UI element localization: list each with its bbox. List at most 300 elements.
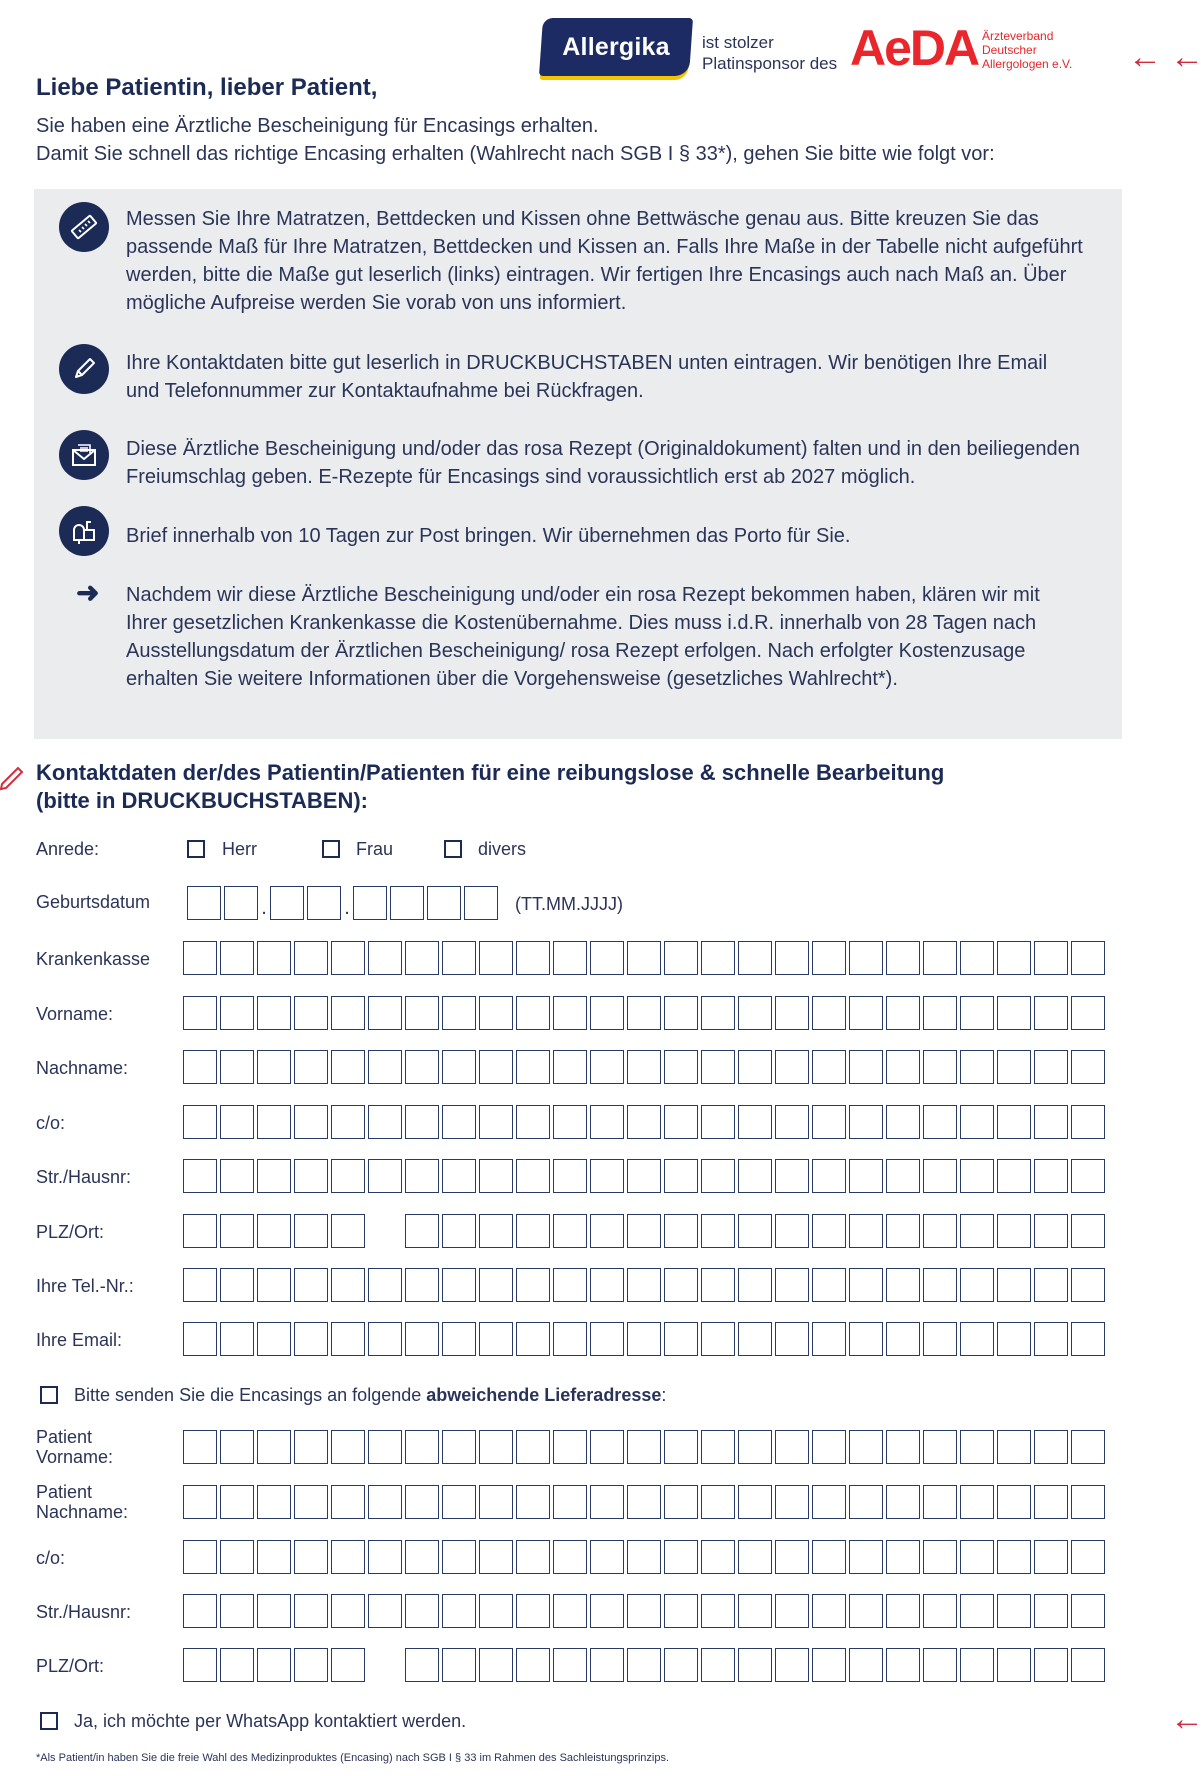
alt-care-of-char-box[interactable] bbox=[627, 1540, 661, 1574]
street-char-box[interactable] bbox=[479, 1159, 513, 1193]
alt-first-name-char-box[interactable] bbox=[331, 1430, 365, 1464]
first-name-char-box[interactable] bbox=[590, 996, 624, 1030]
first-name-char-box[interactable] bbox=[627, 996, 661, 1030]
alt-first-name-char-box[interactable] bbox=[368, 1430, 402, 1464]
alt-last-name-char-box[interactable] bbox=[516, 1485, 550, 1519]
last-name-char-box[interactable] bbox=[368, 1050, 402, 1084]
alt-zip-city-char-box[interactable] bbox=[886, 1648, 920, 1682]
alt-first-name-char-box[interactable] bbox=[1034, 1430, 1068, 1464]
last-name-char-box[interactable] bbox=[627, 1050, 661, 1084]
first-name-char-box[interactable] bbox=[442, 996, 476, 1030]
street-char-box[interactable] bbox=[923, 1159, 957, 1193]
alt-street-char-box[interactable] bbox=[627, 1594, 661, 1628]
email-char-box[interactable] bbox=[812, 1322, 846, 1356]
alt-last-name-char-box[interactable] bbox=[849, 1485, 883, 1519]
alt-street-char-box[interactable] bbox=[368, 1594, 402, 1628]
alt-street-char-box[interactable] bbox=[183, 1594, 217, 1628]
alt-first-name-char-box[interactable] bbox=[849, 1430, 883, 1464]
birthdate-month-2[interactable] bbox=[307, 886, 341, 920]
insurance-char-box[interactable] bbox=[812, 941, 846, 975]
alt-care-of-char-box[interactable] bbox=[664, 1540, 698, 1574]
last-name-char-box[interactable] bbox=[738, 1050, 772, 1084]
care-of-char-box[interactable] bbox=[664, 1105, 698, 1139]
alt-care-of-char-box[interactable] bbox=[738, 1540, 772, 1574]
alt-address-checkbox[interactable] bbox=[40, 1386, 58, 1404]
care-of-char-box[interactable] bbox=[257, 1105, 291, 1139]
alt-first-name-char-box[interactable] bbox=[886, 1430, 920, 1464]
last-name-char-box[interactable] bbox=[812, 1050, 846, 1084]
alt-care-of-char-box[interactable] bbox=[331, 1540, 365, 1574]
alt-zip-city-char-box[interactable] bbox=[923, 1648, 957, 1682]
birthdate-day-1[interactable] bbox=[187, 886, 221, 920]
last-name-char-box[interactable] bbox=[1034, 1050, 1068, 1084]
email-char-box[interactable] bbox=[997, 1322, 1031, 1356]
alt-last-name-char-box[interactable] bbox=[368, 1485, 402, 1519]
first-name-char-box[interactable] bbox=[849, 996, 883, 1030]
phone-char-box[interactable] bbox=[553, 1268, 587, 1302]
email-char-box[interactable] bbox=[442, 1322, 476, 1356]
birthdate-year-4[interactable] bbox=[464, 886, 498, 920]
alt-last-name-char-box[interactable] bbox=[553, 1485, 587, 1519]
zip-city-char-box[interactable] bbox=[183, 1214, 217, 1248]
alt-care-of-char-box[interactable] bbox=[368, 1540, 402, 1574]
care-of-char-box[interactable] bbox=[220, 1105, 254, 1139]
alt-street-char-box[interactable] bbox=[590, 1594, 624, 1628]
zip-city-char-box[interactable] bbox=[1034, 1214, 1068, 1248]
alt-first-name-char-box[interactable] bbox=[775, 1430, 809, 1464]
back-arrow-icon-bottom[interactable]: ← bbox=[1170, 1700, 1204, 1738]
alt-last-name-char-box[interactable] bbox=[886, 1485, 920, 1519]
zip-city-char-box[interactable] bbox=[294, 1214, 328, 1248]
last-name-char-box[interactable] bbox=[516, 1050, 550, 1084]
insurance-char-box[interactable] bbox=[405, 941, 439, 975]
care-of-char-box[interactable] bbox=[331, 1105, 365, 1139]
alt-street-char-box[interactable] bbox=[886, 1594, 920, 1628]
insurance-char-box[interactable] bbox=[886, 941, 920, 975]
alt-first-name-char-box[interactable] bbox=[812, 1430, 846, 1464]
alt-care-of-char-box[interactable] bbox=[701, 1540, 735, 1574]
first-name-char-box[interactable] bbox=[331, 996, 365, 1030]
last-name-char-box[interactable] bbox=[331, 1050, 365, 1084]
last-name-char-box[interactable] bbox=[220, 1050, 254, 1084]
phone-char-box[interactable] bbox=[627, 1268, 661, 1302]
alt-street-char-box[interactable] bbox=[294, 1594, 328, 1628]
email-char-box[interactable] bbox=[627, 1322, 661, 1356]
alt-care-of-char-box[interactable] bbox=[1071, 1540, 1105, 1574]
alt-zip-city-char-box[interactable] bbox=[1071, 1648, 1105, 1682]
first-name-char-box[interactable] bbox=[886, 996, 920, 1030]
alt-street-char-box[interactable] bbox=[553, 1594, 587, 1628]
street-char-box[interactable] bbox=[442, 1159, 476, 1193]
last-name-char-box[interactable] bbox=[442, 1050, 476, 1084]
street-char-box[interactable] bbox=[257, 1159, 291, 1193]
zip-city-char-box[interactable] bbox=[701, 1214, 735, 1248]
alt-last-name-char-box[interactable] bbox=[997, 1485, 1031, 1519]
first-name-char-box[interactable] bbox=[479, 996, 513, 1030]
alt-care-of-char-box[interactable] bbox=[294, 1540, 328, 1574]
care-of-char-box[interactable] bbox=[553, 1105, 587, 1139]
care-of-char-box[interactable] bbox=[849, 1105, 883, 1139]
zip-city-char-box[interactable] bbox=[923, 1214, 957, 1248]
alt-zip-city-char-box[interactable] bbox=[812, 1648, 846, 1682]
care-of-char-box[interactable] bbox=[627, 1105, 661, 1139]
email-char-box[interactable] bbox=[886, 1322, 920, 1356]
phone-char-box[interactable] bbox=[405, 1268, 439, 1302]
alt-last-name-char-box[interactable] bbox=[183, 1485, 217, 1519]
phone-char-box[interactable] bbox=[516, 1268, 550, 1302]
first-name-char-box[interactable] bbox=[1034, 996, 1068, 1030]
phone-char-box[interactable] bbox=[220, 1268, 254, 1302]
insurance-char-box[interactable] bbox=[627, 941, 661, 975]
alt-zip-city-char-box[interactable] bbox=[664, 1648, 698, 1682]
last-name-char-box[interactable] bbox=[886, 1050, 920, 1084]
birthdate-year-2[interactable] bbox=[390, 886, 424, 920]
insurance-char-box[interactable] bbox=[479, 941, 513, 975]
first-name-char-box[interactable] bbox=[738, 996, 772, 1030]
email-char-box[interactable] bbox=[368, 1322, 402, 1356]
alt-care-of-char-box[interactable] bbox=[590, 1540, 624, 1574]
last-name-char-box[interactable] bbox=[1071, 1050, 1105, 1084]
insurance-char-box[interactable] bbox=[1071, 941, 1105, 975]
first-name-char-box[interactable] bbox=[294, 996, 328, 1030]
insurance-char-box[interactable] bbox=[183, 941, 217, 975]
insurance-char-box[interactable] bbox=[738, 941, 772, 975]
phone-char-box[interactable] bbox=[1034, 1268, 1068, 1302]
alt-zip-city-char-box[interactable] bbox=[738, 1648, 772, 1682]
alt-first-name-char-box[interactable] bbox=[442, 1430, 476, 1464]
street-char-box[interactable] bbox=[775, 1159, 809, 1193]
alt-zip-city-char-box[interactable] bbox=[294, 1648, 328, 1682]
alt-last-name-char-box[interactable] bbox=[960, 1485, 994, 1519]
alt-street-char-box[interactable] bbox=[738, 1594, 772, 1628]
alt-first-name-char-box[interactable] bbox=[479, 1430, 513, 1464]
alt-first-name-char-box[interactable] bbox=[997, 1430, 1031, 1464]
first-name-char-box[interactable] bbox=[405, 996, 439, 1030]
zip-city-char-box[interactable] bbox=[812, 1214, 846, 1248]
email-char-box[interactable] bbox=[960, 1322, 994, 1356]
zip-city-char-box[interactable] bbox=[664, 1214, 698, 1248]
alt-last-name-char-box[interactable] bbox=[664, 1485, 698, 1519]
last-name-char-box[interactable] bbox=[257, 1050, 291, 1084]
insurance-char-box[interactable] bbox=[1034, 941, 1068, 975]
street-char-box[interactable] bbox=[368, 1159, 402, 1193]
email-char-box[interactable] bbox=[1034, 1322, 1068, 1356]
phone-char-box[interactable] bbox=[664, 1268, 698, 1302]
phone-char-box[interactable] bbox=[960, 1268, 994, 1302]
last-name-char-box[interactable] bbox=[405, 1050, 439, 1084]
phone-char-box[interactable] bbox=[183, 1268, 217, 1302]
insurance-char-box[interactable] bbox=[257, 941, 291, 975]
alt-care-of-char-box[interactable] bbox=[553, 1540, 587, 1574]
alt-zip-city-char-box[interactable] bbox=[442, 1648, 476, 1682]
last-name-char-box[interactable] bbox=[701, 1050, 735, 1084]
email-char-box[interactable] bbox=[738, 1322, 772, 1356]
care-of-char-box[interactable] bbox=[368, 1105, 402, 1139]
first-name-char-box[interactable] bbox=[220, 996, 254, 1030]
street-char-box[interactable] bbox=[738, 1159, 772, 1193]
insurance-char-box[interactable] bbox=[997, 941, 1031, 975]
alt-first-name-char-box[interactable] bbox=[701, 1430, 735, 1464]
zip-city-char-box[interactable] bbox=[627, 1214, 661, 1248]
email-char-box[interactable] bbox=[1071, 1322, 1105, 1356]
zip-city-char-box[interactable] bbox=[553, 1214, 587, 1248]
alt-first-name-char-box[interactable] bbox=[183, 1430, 217, 1464]
alt-last-name-char-box[interactable] bbox=[738, 1485, 772, 1519]
last-name-char-box[interactable] bbox=[183, 1050, 217, 1084]
insurance-char-box[interactable] bbox=[553, 941, 587, 975]
phone-char-box[interactable] bbox=[738, 1268, 772, 1302]
zip-city-char-box[interactable] bbox=[442, 1214, 476, 1248]
alt-first-name-char-box[interactable] bbox=[1071, 1430, 1105, 1464]
alt-care-of-char-box[interactable] bbox=[997, 1540, 1031, 1574]
alt-street-char-box[interactable] bbox=[516, 1594, 550, 1628]
alt-care-of-char-box[interactable] bbox=[442, 1540, 476, 1574]
phone-char-box[interactable] bbox=[849, 1268, 883, 1302]
street-char-box[interactable] bbox=[664, 1159, 698, 1193]
street-char-box[interactable] bbox=[849, 1159, 883, 1193]
alt-street-char-box[interactable] bbox=[1034, 1594, 1068, 1628]
alt-street-char-box[interactable] bbox=[960, 1594, 994, 1628]
alt-zip-city-char-box[interactable] bbox=[220, 1648, 254, 1682]
alt-first-name-char-box[interactable] bbox=[590, 1430, 624, 1464]
care-of-char-box[interactable] bbox=[738, 1105, 772, 1139]
alt-street-char-box[interactable] bbox=[331, 1594, 365, 1628]
first-name-char-box[interactable] bbox=[368, 996, 402, 1030]
insurance-char-box[interactable] bbox=[849, 941, 883, 975]
street-char-box[interactable] bbox=[516, 1159, 550, 1193]
alt-street-char-box[interactable] bbox=[664, 1594, 698, 1628]
insurance-char-box[interactable] bbox=[664, 941, 698, 975]
alt-zip-city-char-box[interactable] bbox=[479, 1648, 513, 1682]
care-of-char-box[interactable] bbox=[701, 1105, 735, 1139]
email-char-box[interactable] bbox=[701, 1322, 735, 1356]
street-char-box[interactable] bbox=[1034, 1159, 1068, 1193]
alt-last-name-char-box[interactable] bbox=[812, 1485, 846, 1519]
alt-last-name-char-box[interactable] bbox=[331, 1485, 365, 1519]
care-of-char-box[interactable] bbox=[516, 1105, 550, 1139]
care-of-char-box[interactable] bbox=[405, 1105, 439, 1139]
zip-city-char-box[interactable] bbox=[886, 1214, 920, 1248]
care-of-char-box[interactable] bbox=[997, 1105, 1031, 1139]
alt-zip-city-char-box[interactable] bbox=[590, 1648, 624, 1682]
alt-first-name-char-box[interactable] bbox=[294, 1430, 328, 1464]
alt-care-of-char-box[interactable] bbox=[405, 1540, 439, 1574]
insurance-char-box[interactable] bbox=[442, 941, 476, 975]
alt-first-name-char-box[interactable] bbox=[405, 1430, 439, 1464]
zip-city-char-box[interactable] bbox=[1071, 1214, 1105, 1248]
zip-city-char-box[interactable] bbox=[257, 1214, 291, 1248]
last-name-char-box[interactable] bbox=[775, 1050, 809, 1084]
last-name-char-box[interactable] bbox=[590, 1050, 624, 1084]
alt-street-char-box[interactable] bbox=[849, 1594, 883, 1628]
alt-care-of-char-box[interactable] bbox=[849, 1540, 883, 1574]
zip-city-char-box[interactable] bbox=[479, 1214, 513, 1248]
alt-last-name-char-box[interactable] bbox=[1034, 1485, 1068, 1519]
alt-street-char-box[interactable] bbox=[997, 1594, 1031, 1628]
zip-city-char-box[interactable] bbox=[738, 1214, 772, 1248]
phone-char-box[interactable] bbox=[294, 1268, 328, 1302]
alt-zip-city-char-box[interactable] bbox=[516, 1648, 550, 1682]
alt-street-char-box[interactable] bbox=[479, 1594, 513, 1628]
street-char-box[interactable] bbox=[960, 1159, 994, 1193]
phone-char-box[interactable] bbox=[442, 1268, 476, 1302]
whatsapp-checkbox[interactable] bbox=[40, 1712, 58, 1730]
email-char-box[interactable] bbox=[590, 1322, 624, 1356]
alt-first-name-char-box[interactable] bbox=[664, 1430, 698, 1464]
street-char-box[interactable] bbox=[220, 1159, 254, 1193]
last-name-char-box[interactable] bbox=[997, 1050, 1031, 1084]
alt-last-name-char-box[interactable] bbox=[257, 1485, 291, 1519]
phone-char-box[interactable] bbox=[775, 1268, 809, 1302]
insurance-char-box[interactable] bbox=[701, 941, 735, 975]
alt-care-of-char-box[interactable] bbox=[220, 1540, 254, 1574]
alt-care-of-char-box[interactable] bbox=[923, 1540, 957, 1574]
email-char-box[interactable] bbox=[405, 1322, 439, 1356]
first-name-char-box[interactable] bbox=[923, 996, 957, 1030]
insurance-char-box[interactable] bbox=[516, 941, 550, 975]
insurance-char-box[interactable] bbox=[923, 941, 957, 975]
zip-city-char-box[interactable] bbox=[849, 1214, 883, 1248]
email-char-box[interactable] bbox=[479, 1322, 513, 1356]
care-of-char-box[interactable] bbox=[442, 1105, 476, 1139]
birthdate-year-1[interactable] bbox=[353, 886, 387, 920]
care-of-char-box[interactable] bbox=[294, 1105, 328, 1139]
care-of-char-box[interactable] bbox=[812, 1105, 846, 1139]
alt-zip-city-char-box[interactable] bbox=[405, 1648, 439, 1682]
alt-first-name-char-box[interactable] bbox=[960, 1430, 994, 1464]
alt-zip-city-char-box[interactable] bbox=[627, 1648, 661, 1682]
alt-first-name-char-box[interactable] bbox=[220, 1430, 254, 1464]
first-name-char-box[interactable] bbox=[1071, 996, 1105, 1030]
street-char-box[interactable] bbox=[997, 1159, 1031, 1193]
alt-street-char-box[interactable] bbox=[257, 1594, 291, 1628]
street-char-box[interactable] bbox=[183, 1159, 217, 1193]
care-of-char-box[interactable] bbox=[479, 1105, 513, 1139]
alt-care-of-char-box[interactable] bbox=[775, 1540, 809, 1574]
alt-last-name-char-box[interactable] bbox=[627, 1485, 661, 1519]
phone-char-box[interactable] bbox=[1071, 1268, 1105, 1302]
first-name-char-box[interactable] bbox=[664, 996, 698, 1030]
insurance-char-box[interactable] bbox=[220, 941, 254, 975]
alt-last-name-char-box[interactable] bbox=[405, 1485, 439, 1519]
alt-first-name-char-box[interactable] bbox=[627, 1430, 661, 1464]
phone-char-box[interactable] bbox=[923, 1268, 957, 1302]
first-name-char-box[interactable] bbox=[701, 996, 735, 1030]
insurance-char-box[interactable] bbox=[590, 941, 624, 975]
insurance-char-box[interactable] bbox=[960, 941, 994, 975]
street-char-box[interactable] bbox=[627, 1159, 661, 1193]
alt-zip-city-char-box[interactable] bbox=[849, 1648, 883, 1682]
birthdate-month-1[interactable] bbox=[270, 886, 304, 920]
first-name-char-box[interactable] bbox=[553, 996, 587, 1030]
last-name-char-box[interactable] bbox=[960, 1050, 994, 1084]
alt-care-of-char-box[interactable] bbox=[479, 1540, 513, 1574]
care-of-char-box[interactable] bbox=[183, 1105, 217, 1139]
phone-char-box[interactable] bbox=[368, 1268, 402, 1302]
birthdate-input[interactable] bbox=[187, 886, 498, 930]
last-name-char-box[interactable] bbox=[479, 1050, 513, 1084]
alt-street-char-box[interactable] bbox=[1071, 1594, 1105, 1628]
alt-street-char-box[interactable] bbox=[812, 1594, 846, 1628]
street-char-box[interactable] bbox=[812, 1159, 846, 1193]
email-char-box[interactable] bbox=[923, 1322, 957, 1356]
insurance-char-box[interactable] bbox=[368, 941, 402, 975]
zip-city-char-box[interactable] bbox=[997, 1214, 1031, 1248]
street-char-box[interactable] bbox=[331, 1159, 365, 1193]
last-name-char-box[interactable] bbox=[553, 1050, 587, 1084]
alt-zip-city-char-box[interactable] bbox=[183, 1648, 217, 1682]
care-of-char-box[interactable] bbox=[886, 1105, 920, 1139]
email-char-box[interactable] bbox=[183, 1322, 217, 1356]
birthdate-year-3[interactable] bbox=[427, 886, 461, 920]
alt-care-of-char-box[interactable] bbox=[886, 1540, 920, 1574]
last-name-char-box[interactable] bbox=[923, 1050, 957, 1084]
salutation-herr-checkbox[interactable] bbox=[187, 840, 205, 858]
zip-city-char-box[interactable] bbox=[405, 1214, 439, 1248]
street-char-box[interactable] bbox=[590, 1159, 624, 1193]
first-name-char-box[interactable] bbox=[812, 996, 846, 1030]
zip-city-char-box[interactable] bbox=[220, 1214, 254, 1248]
phone-char-box[interactable] bbox=[331, 1268, 365, 1302]
alt-care-of-char-box[interactable] bbox=[1034, 1540, 1068, 1574]
alt-first-name-char-box[interactable] bbox=[257, 1430, 291, 1464]
email-char-box[interactable] bbox=[553, 1322, 587, 1356]
email-char-box[interactable] bbox=[516, 1322, 550, 1356]
alt-last-name-char-box[interactable] bbox=[479, 1485, 513, 1519]
zip-city-char-box[interactable] bbox=[775, 1214, 809, 1248]
alt-last-name-char-box[interactable] bbox=[294, 1485, 328, 1519]
alt-zip-city-char-box[interactable] bbox=[775, 1648, 809, 1682]
alt-care-of-char-box[interactable] bbox=[960, 1540, 994, 1574]
alt-first-name-char-box[interactable] bbox=[553, 1430, 587, 1464]
salutation-frau-checkbox[interactable] bbox=[322, 840, 340, 858]
alt-last-name-char-box[interactable] bbox=[590, 1485, 624, 1519]
first-name-char-box[interactable] bbox=[960, 996, 994, 1030]
alt-last-name-char-box[interactable] bbox=[220, 1485, 254, 1519]
email-char-box[interactable] bbox=[849, 1322, 883, 1356]
alt-last-name-char-box[interactable] bbox=[775, 1485, 809, 1519]
email-char-box[interactable] bbox=[775, 1322, 809, 1356]
zip-city-char-box[interactable] bbox=[331, 1214, 365, 1248]
alt-street-char-box[interactable] bbox=[220, 1594, 254, 1628]
alt-last-name-char-box[interactable] bbox=[701, 1485, 735, 1519]
email-char-box[interactable] bbox=[331, 1322, 365, 1356]
last-name-char-box[interactable] bbox=[294, 1050, 328, 1084]
care-of-char-box[interactable] bbox=[590, 1105, 624, 1139]
last-name-char-box[interactable] bbox=[664, 1050, 698, 1084]
phone-char-box[interactable] bbox=[997, 1268, 1031, 1302]
alt-last-name-char-box[interactable] bbox=[442, 1485, 476, 1519]
care-of-char-box[interactable] bbox=[1071, 1105, 1105, 1139]
first-name-char-box[interactable] bbox=[257, 996, 291, 1030]
street-char-box[interactable] bbox=[886, 1159, 920, 1193]
alt-zip-city-char-box[interactable] bbox=[701, 1648, 735, 1682]
alt-zip-city-char-box[interactable] bbox=[553, 1648, 587, 1682]
first-name-char-box[interactable] bbox=[183, 996, 217, 1030]
street-char-box[interactable] bbox=[294, 1159, 328, 1193]
street-char-box[interactable] bbox=[701, 1159, 735, 1193]
zip-city-char-box[interactable] bbox=[960, 1214, 994, 1248]
care-of-char-box[interactable] bbox=[923, 1105, 957, 1139]
last-name-char-box[interactable] bbox=[849, 1050, 883, 1084]
phone-char-box[interactable] bbox=[701, 1268, 735, 1302]
alt-zip-city-char-box[interactable] bbox=[960, 1648, 994, 1682]
care-of-char-box[interactable] bbox=[775, 1105, 809, 1139]
email-char-box[interactable] bbox=[257, 1322, 291, 1356]
street-char-box[interactable] bbox=[405, 1159, 439, 1193]
zip-city-char-box[interactable] bbox=[516, 1214, 550, 1248]
alt-zip-city-char-box[interactable] bbox=[331, 1648, 365, 1682]
